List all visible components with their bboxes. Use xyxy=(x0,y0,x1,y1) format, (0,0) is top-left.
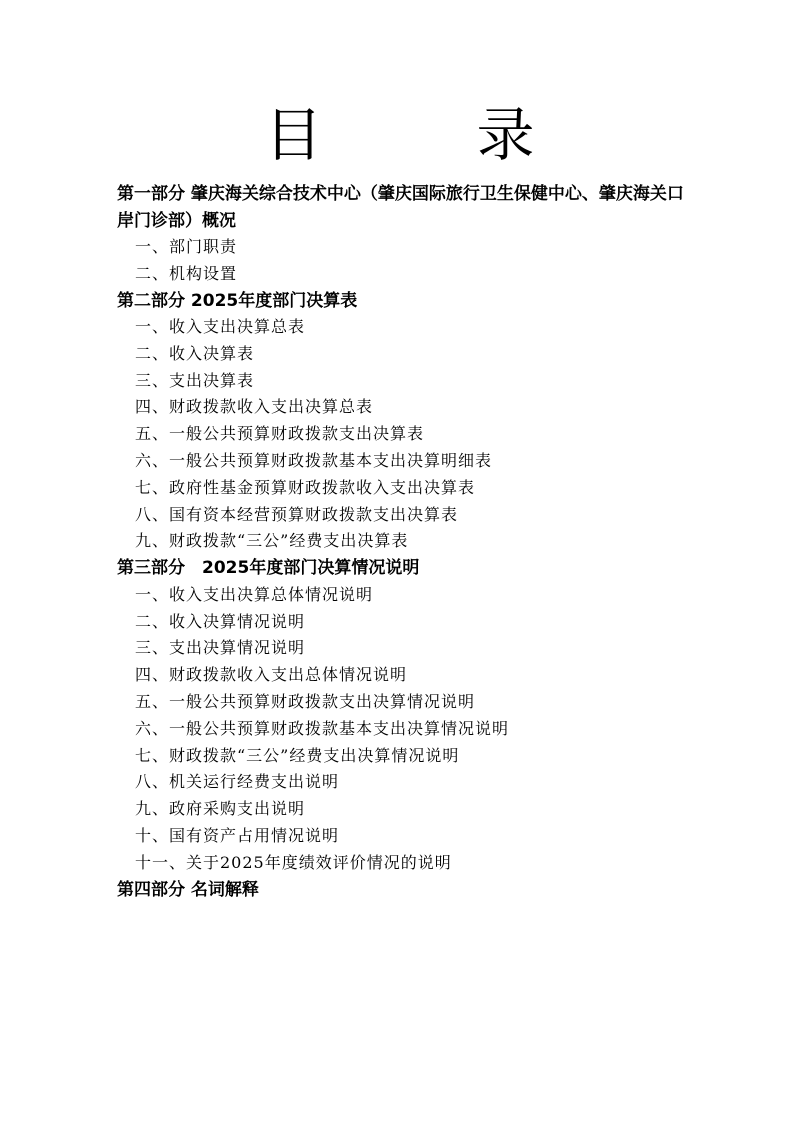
toc-item[interactable]: 五、一般公共预算财政拨款支出决算表 xyxy=(135,424,425,444)
toc-item[interactable]: 六、一般公共预算财政拨款基本支出决算情况说明 xyxy=(135,718,510,738)
toc-item[interactable]: 九、财政拨款“三公”经费支出决算表 xyxy=(135,531,409,551)
part-3-items xyxy=(117,582,697,877)
part-2-items xyxy=(117,314,697,555)
table-of-contents xyxy=(117,181,697,903)
toc-item[interactable]: 五、一般公共预算财政拨款支出决算情况说明 xyxy=(135,691,476,711)
part-4-heading[interactable]: 第四部分 名词解释 xyxy=(117,879,259,900)
toc-item[interactable]: 三、支出决算情况说明 xyxy=(135,638,306,658)
toc-item[interactable]: 八、国有资本经营预算财政拨款支出决算表 xyxy=(135,504,459,524)
toc-item[interactable]: 三、支出决算表 xyxy=(135,370,255,390)
page-title: 目 录 xyxy=(264,101,583,169)
toc-item[interactable]: 四、财政拨款收入支出总体情况说明 xyxy=(135,665,408,685)
toc-item[interactable]: 四、财政拨款收入支出决算总表 xyxy=(135,397,374,417)
toc-item[interactable]: 二、收入决算表 xyxy=(135,343,255,363)
toc-item[interactable]: 九、政府采购支出说明 xyxy=(135,799,306,819)
toc-item[interactable]: 二、收入决算情况说明 xyxy=(135,611,306,631)
toc-item[interactable]: 一、部门职责 xyxy=(135,237,238,256)
toc-item[interactable]: 二、机构设置 xyxy=(135,263,238,283)
toc-item[interactable]: 七、政府性基金预算财政拨款收入支出决算表 xyxy=(135,477,476,497)
part-1-heading[interactable]: 第一部分 肇庆海关综合技术中心（肇庆国际旅行卫生保健中心、肇庆海关口岸门诊部）概况 xyxy=(117,184,684,231)
part-2-heading[interactable]: 第二部分 2025年度部门决算表 xyxy=(117,290,358,311)
toc-item[interactable]: 十、国有资产占用情况说明 xyxy=(135,825,340,845)
part-3-heading[interactable]: 第三部分 2025年度部门决算情况说明 xyxy=(117,558,420,579)
toc-item[interactable]: 八、机关运行经费支出说明 xyxy=(135,772,340,792)
part-1-items xyxy=(117,234,697,288)
toc-item[interactable]: 十一、关于2025年度绩效评价情况的说明 xyxy=(135,852,452,872)
toc-item[interactable]: 七、财政拨款“三公”经费支出决算情况说明 xyxy=(135,745,460,765)
toc-item[interactable]: 六、一般公共预算财政拨款基本支出决算明细表 xyxy=(135,451,493,471)
toc-item[interactable]: 一、收入支出决算总表 xyxy=(135,317,306,337)
toc-item[interactable]: 一、收入支出决算总体情况说明 xyxy=(135,584,374,604)
